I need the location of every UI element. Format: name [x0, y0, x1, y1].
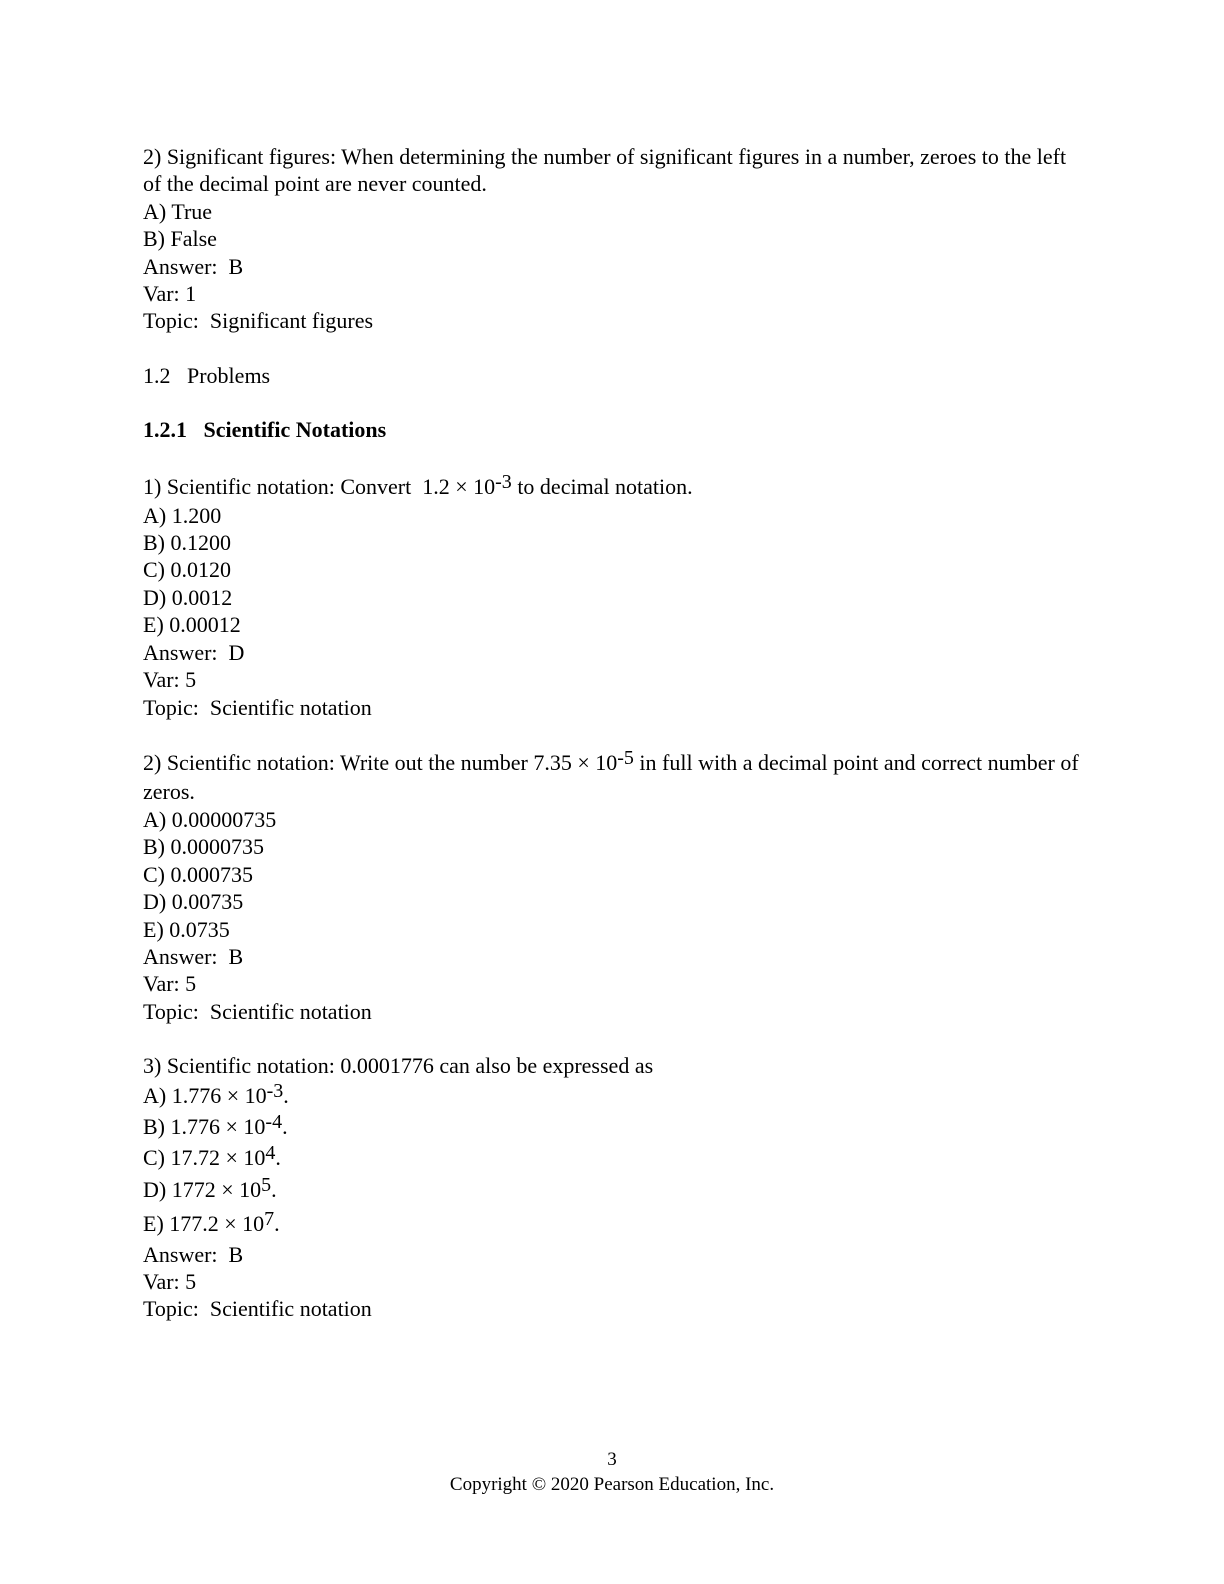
option-a: A) 0.00000735	[143, 806, 277, 832]
option-d: D) 0.0012	[143, 584, 233, 610]
exponent: -5	[617, 746, 634, 769]
var-line: Var: 5	[143, 1268, 197, 1294]
topic-line: Topic: Scientific notation	[143, 694, 372, 720]
var-line: Var: 1	[143, 281, 197, 307]
option-d: D) 0.00735	[143, 889, 244, 915]
question-block-1	[143, 471, 1083, 721]
option-e: E) 0.00012	[143, 612, 241, 638]
question-text: 2) Significant figures: When determining the number of significant figures in a number, zeroes to the left of the decimal point are never counted.	[143, 144, 1067, 197]
option-a: A) True	[143, 198, 213, 224]
option-c: C) 0.0120	[143, 557, 231, 583]
exponent: -3	[495, 470, 512, 493]
option-c: C) 0.000735	[143, 861, 253, 887]
option-b: B) 0.0000735	[143, 834, 264, 860]
topic-line: Topic: Scientific notation	[143, 1296, 372, 1322]
option-a: A) $1.776 \times 10^{-3}$.	[143, 1079, 289, 1108]
var-line: Var: 5	[143, 667, 197, 693]
answer-line: Answer: B	[143, 1241, 244, 1267]
question-block-2	[143, 748, 1083, 1025]
option-b: B) False	[143, 226, 217, 252]
question-text: 2) Scientific notation: Write out the number $7.35 \times 10^{-5}$ in full with a decimal point and correct number of zeros.	[143, 746, 1079, 804]
exponent: -3	[266, 1079, 284, 1102]
page-number: 3	[607, 1449, 617, 1470]
question-text: 3) Scientific notation: 0.0001776 can also be expressed as	[143, 1053, 654, 1079]
document-page	[143, 143, 1083, 1323]
var-line: Var: 5	[143, 971, 197, 997]
exponent: -4	[265, 1110, 283, 1133]
answer-line: Answer: D	[143, 639, 245, 665]
question-block-3	[143, 1052, 1083, 1323]
option-e: E) $177.2 \times 10^7$.	[143, 1207, 280, 1236]
question-text: 1) Scientific notation: Convert $1.2 \times 10^{-3}$ to decimal notation.	[143, 470, 693, 499]
option-b: B) $1.776 \times 10^{-4}$.	[143, 1110, 288, 1139]
topic-line: Topic: Significant figures	[143, 308, 374, 334]
question-block-sigfig	[143, 143, 1083, 335]
subsection-heading: 1.2.1 Scientific Notations	[143, 417, 387, 443]
option-b: B) 0.1200	[143, 530, 231, 556]
answer-line: Answer: B	[143, 253, 244, 279]
answer-line: Answer: B	[143, 943, 244, 969]
option-d: D) $1772 \times 10^5$.	[143, 1173, 277, 1202]
topic-line: Topic: Scientific notation	[143, 998, 372, 1024]
exponent: 5	[261, 1173, 272, 1196]
exponent: 7	[264, 1207, 275, 1230]
section-title: 1.2 Problems	[143, 362, 271, 388]
exponent: 4	[265, 1141, 276, 1164]
option-c: C) $17.72 \times 10^4$.	[143, 1141, 281, 1170]
option-e: E) 0.0735	[143, 916, 230, 942]
option-a: A) 1.200	[143, 502, 222, 528]
copyright-notice: Copyright © 2020 Pearson Education, Inc.	[449, 1474, 775, 1495]
